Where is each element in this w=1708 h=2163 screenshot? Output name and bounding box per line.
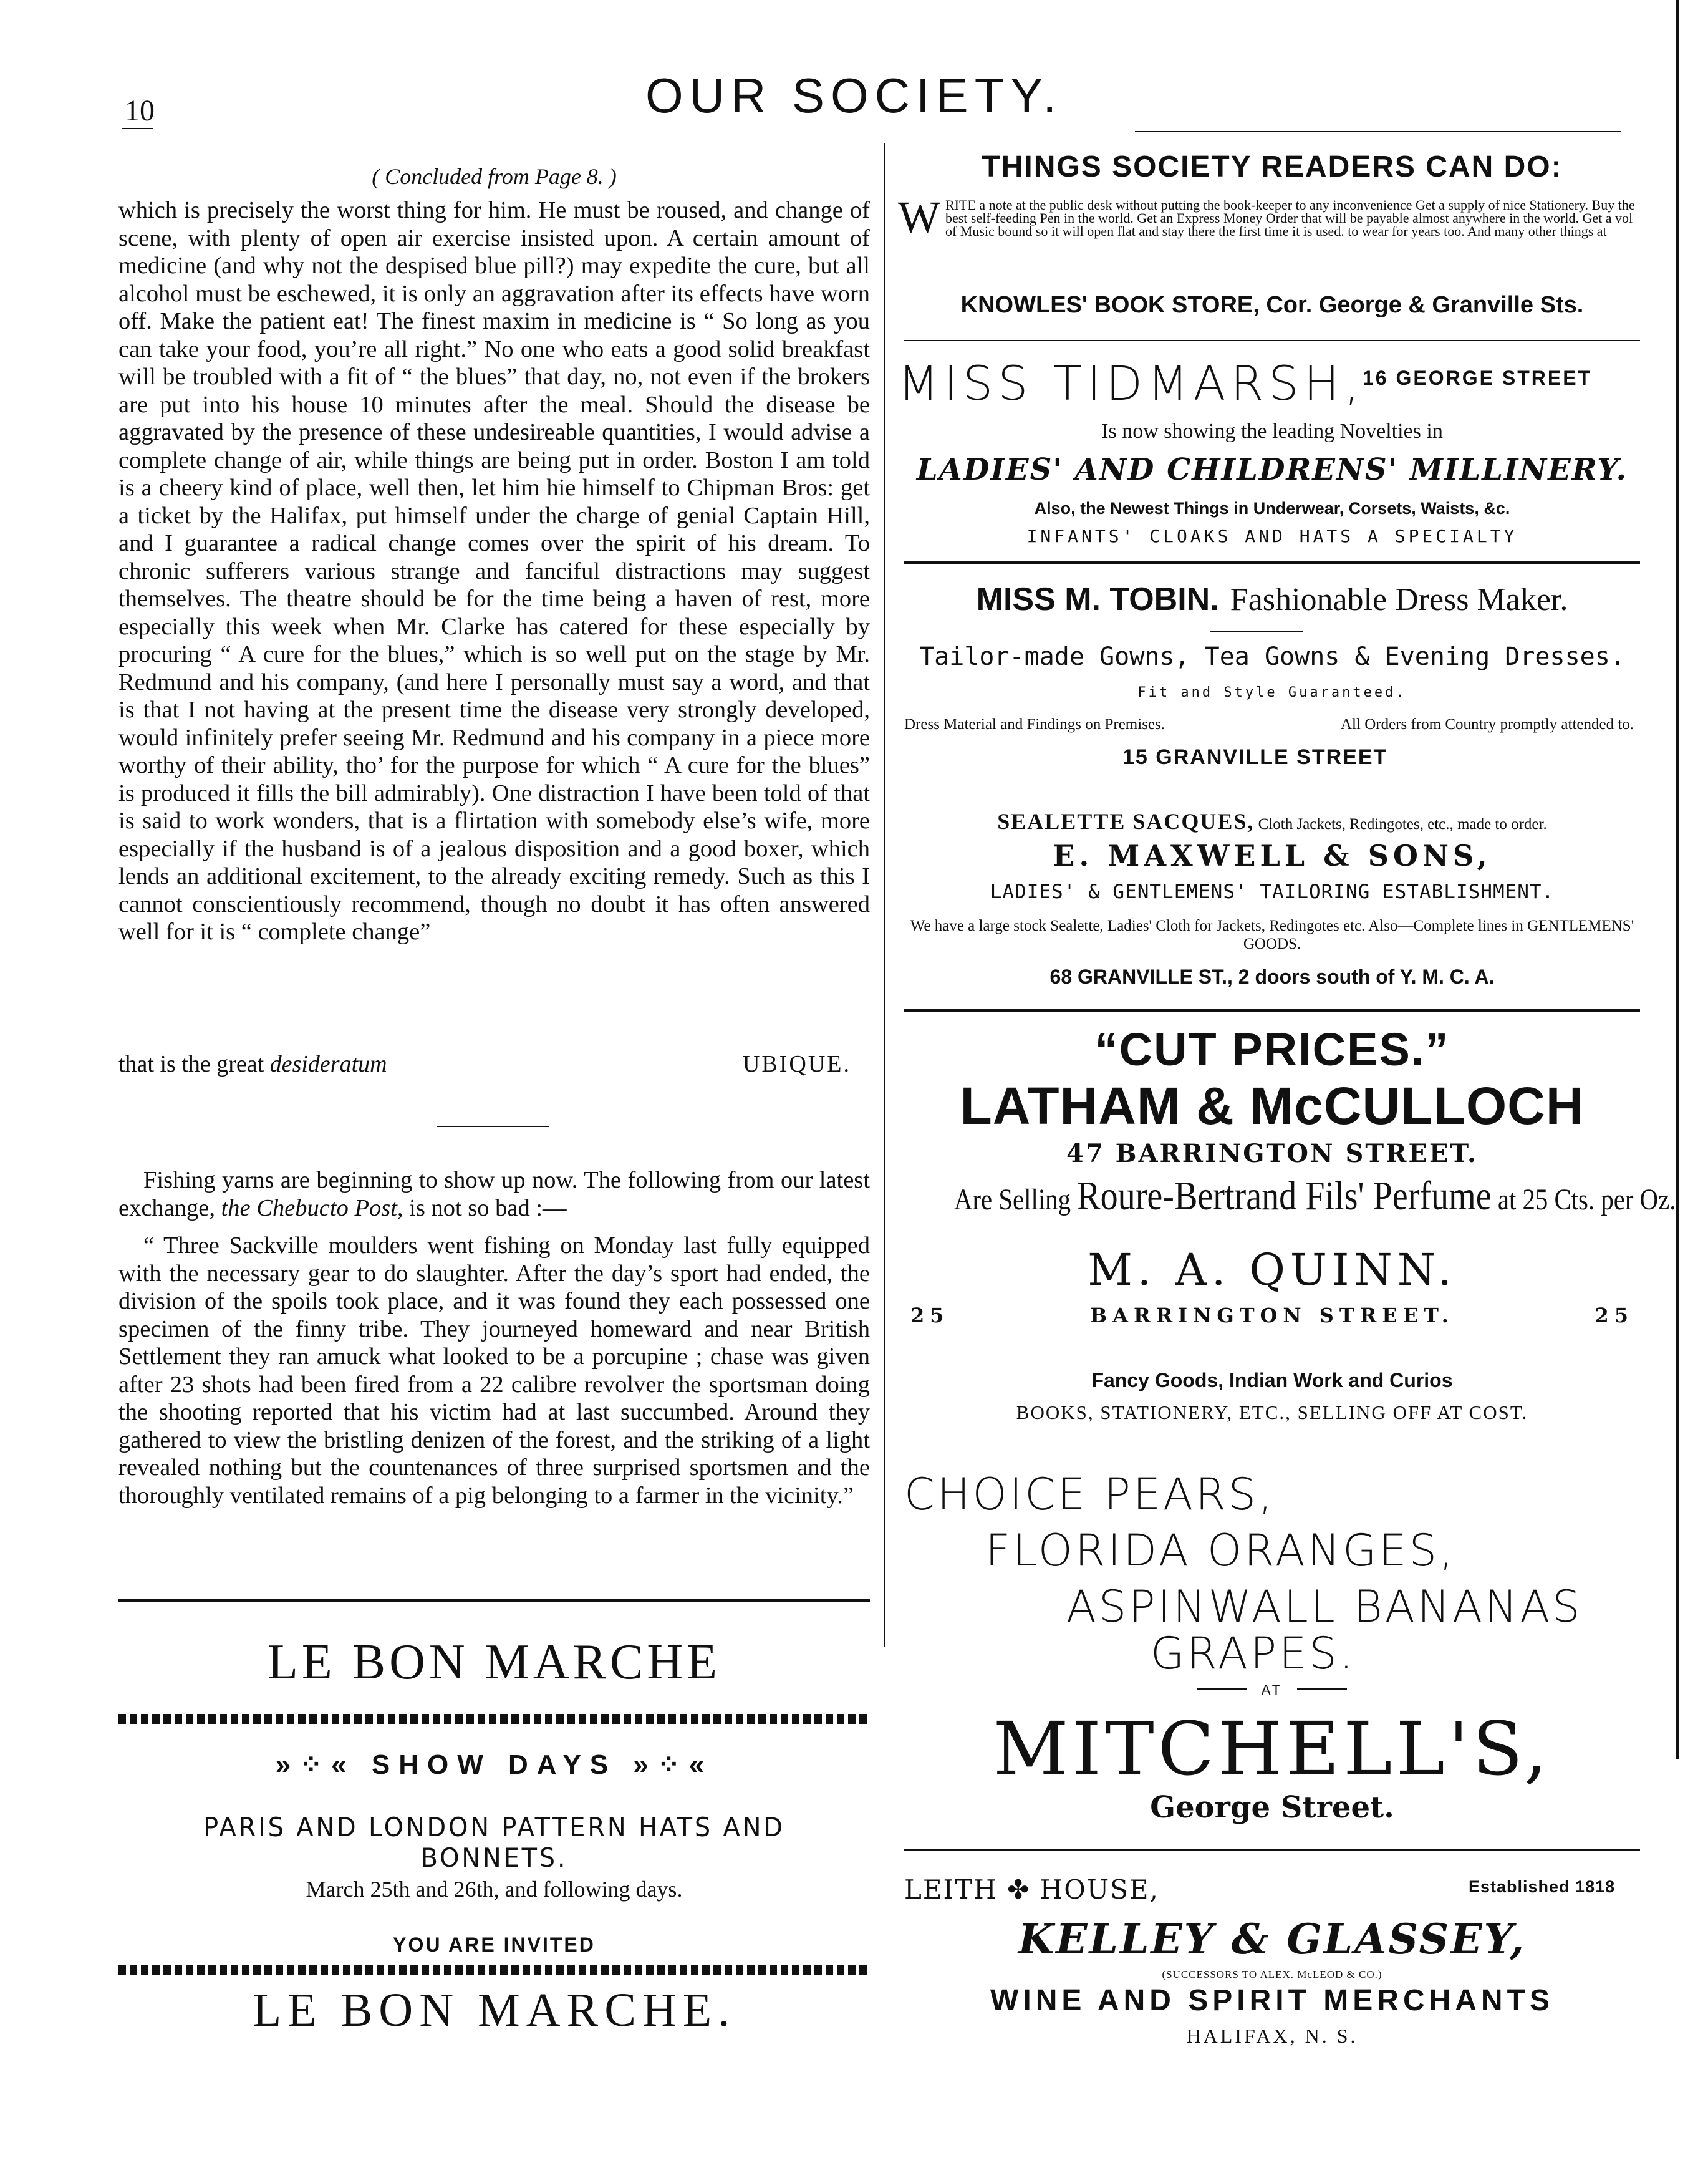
infants-specialty: INFANTS' CLOAKS AND HATS A SPECIALTY: [1026, 526, 1518, 546]
books-line: BOOKS, STATIONERY, ETC., SELLING OFF AT COST.: [1016, 1401, 1528, 1423]
ornamental-border-top: [118, 1714, 870, 1724]
mitchell-address: George Street.: [1150, 1790, 1394, 1825]
things-ad-body: [898, 198, 1646, 281]
leith-house: LEITH ✤ HOUSE,: [904, 1874, 1159, 1905]
halifax-location: HALIFAX, N. S.: [1186, 2025, 1358, 2047]
street-number-left: 25: [910, 1304, 950, 1327]
invitation-line: YOU ARE INVITED: [393, 1933, 596, 1956]
tidmarsh-name: MISS TIDMARSH,: [898, 356, 1364, 411]
at-label: AT: [1261, 1682, 1283, 1698]
tobin-address: 15 GRANVILLE STREET: [1122, 745, 1388, 769]
ornament-right-icon: »⁘«: [633, 1749, 713, 1780]
tobin-name: MISS M. TOBIN.: [976, 581, 1219, 617]
sacques-rest: Cloth Jackets, Redingotes, etc., made to order.: [1258, 816, 1547, 833]
successors-line: (SUCCESSORS TO ALEX. McLEOD & CO.): [1162, 1968, 1382, 1980]
sacques-line: [898, 808, 1646, 835]
maxwell-address: 68 GRANVILLE ST., 2 doors south of Y. M. C. A.: [1049, 965, 1495, 988]
tailoring-line: LADIES' & GENTLEMENS' TAILORING ESTABLISHMENT.: [990, 881, 1555, 903]
maxwell-name: E. MAXWELL & SONS,: [1053, 839, 1492, 873]
dress-material-line: Dress Material and Findings on Premises.: [904, 716, 1165, 733]
article-ubique-closing: [118, 1050, 870, 1079]
ad-separator-heavy: [904, 1009, 1640, 1012]
cut-prices: “CUT PRICES.”: [1094, 1023, 1450, 1075]
latham-address: 47 BARRINGTON STREET.: [1066, 1139, 1478, 1168]
street-number-right: 25: [1595, 1304, 1634, 1327]
fancy-goods: Fancy Goods, Indian Work and Curios: [1091, 1369, 1453, 1391]
bon-marche-title-footer: LE BON MARCHE.: [252, 1984, 736, 2036]
sacques-bold: SEALETTE SACQUES,: [997, 809, 1255, 834]
fruit-grapes: GRAPES.: [1151, 1628, 1356, 1679]
quinn-name: M. A. QUINN.: [1088, 1244, 1457, 1295]
closing-italic: desideratum: [269, 1051, 387, 1077]
quinn-address: [898, 1304, 1646, 1327]
fit-guaranteed: Fit and Style Guaranteed.: [1137, 685, 1407, 700]
masthead-title: OUR SOCIETY.: [645, 68, 1063, 123]
fruit-pears: CHOICE PEARS,: [904, 1469, 1275, 1520]
fishing-intro-b: is not so bad :—: [409, 1194, 567, 1221]
closing-text: that is the great: [118, 1051, 264, 1077]
drop-cap: W: [898, 198, 940, 242]
fruit-oranges: FLORIDA ORANGES,: [985, 1525, 1456, 1576]
fishing-intro: [118, 1166, 870, 1222]
section-rule: [118, 1599, 870, 1602]
at-rule-right: [1297, 1688, 1347, 1690]
column-divider: [884, 143, 885, 1647]
page-edge-line: [1676, 0, 1679, 1759]
maxwell-stock: We have a large stock Sealette, Ladies' Cloth for Jackets, Redingotes etc. Also—Complete lines in GENTLEMENS' GOODS.: [910, 917, 1634, 952]
show-dates: March 25th and 26th, and following days.: [306, 1877, 683, 1902]
established-date: Established 1818: [1469, 1877, 1616, 1896]
tobin-trade: Fashionable Dress Maker.: [1230, 582, 1568, 617]
millinery-line: LADIES' AND CHILDRENS' MILLINERY.: [916, 452, 1628, 487]
underwear-line: Also, the Newest Things in Underwear, Corsets, Waists, &c.: [1034, 499, 1510, 518]
bon-marche-title: LE BON MARCHE: [268, 1635, 721, 1690]
perfume-line: [954, 1173, 1676, 1220]
wine-merchants: WINE AND SPIRIT MERCHANTS: [990, 1984, 1554, 2017]
page-number: 10: [125, 94, 155, 127]
fishing-intro-a: Fishing yarns are beginning to show up now. The following from our latest exchange,: [118, 1167, 870, 1221]
perfume-line-a: Are Selling: [954, 1183, 1071, 1216]
show-days-heading: [118, 1749, 870, 1781]
ornament-left-icon: »⁘«: [275, 1749, 355, 1780]
ad-separator: [904, 561, 1640, 564]
kelley-glassey-name: KELLEY & GLASSEY,: [1018, 1915, 1527, 1963]
country-orders-line: All Orders from Country promptly attended to.: [1341, 716, 1634, 733]
article-separator: [437, 1126, 549, 1127]
fruit-bananas: ASPINWALL BANANAS: [1066, 1581, 1583, 1632]
tidmarsh-address: 16 GEORGE STREET: [1363, 367, 1593, 389]
knowles-store: KNOWLES' BOOK STORE, Cor. George & Granville Sts.: [960, 292, 1584, 318]
things-ad-title: THINGS SOCIETY READERS CAN DO:: [982, 150, 1563, 183]
things-ad-text: RITE a note at the public desk without putting the book-keeper to any inconvenience Get a supply of nice Stationery. Buy the best self-feeding Pen in the world. Get an Express Money Order that will be payable almost anywhere in the world. Get a vol of Music bound so it will open flat and stay there the first time it is used. to wear for years too. And many other things at: [945, 198, 1635, 239]
concluded-note: ( Concluded from Page 8. ): [372, 164, 617, 189]
perfume-name: Roure-Bertrand Fils' Perfume: [1077, 1173, 1492, 1219]
article-signature: UBIQUE.: [742, 1051, 851, 1077]
article-ubique-text: which is precisely the worst thing for him. He must be roused, and change of scene, with plenty of open air exercise insisted upon. A certain amount of medicine (and why not the despised blue pill?) may expedite the cure, but all alcohol must be eschewed, it is only an aggravation after its effects have worn off. Make the patient eat! The finest maxim in medicine is “ So long as you can take your food, you’re all right.” No one who eats a good solid breakfast will be troubled with a fit of “ the blues” that day, no, not even if the brokers are put into his house 10 minutes after the meal. Should the disease be aggravated by the presence of these undesireable quantities, I would advise a complete change of air, while things are being put in order. Boston I am told is a cheery kind of place, well then, let him hie himself to Chipman Bros: get a ticket by the Halifax, put himself under the charge of genial Captain Hill, and I guarantee a radical change comes over the spirit of his dream. To chronic sufferers various strange and fanciful distractions may suggest themselves. The theatre should be for the time being a haven of rest, more especially this week when Mr. Clarke has catered for these especially by procuring “ A cure for the blues,” which is so well put on the stage by Mr. Redmund and his company, (and here I personally must say a word, and that is that I not having at the present time the disease very strongly developed, would infinitely prefer seeing Mr. Redmund and his company in a piece more worthy of their ability, tho’ for the purpose for which “ A cure for the blues” is produced it fills the bill admirably). One distraction I have been told of that is said to work wonders, that is a flirtation with somebody else’s wife, more especially if the husband is of a jealous disposition and a good boxer, which lends an additional excitement, to the already exciting remedy. Such as this I cannot conscientiously recommend, though no doubt it has often answered well for it is “ complete change”: [118, 197, 870, 945]
ad-separator: [904, 340, 1640, 341]
show-days-text: SHOW DAYS: [371, 1749, 617, 1780]
header-rule-right: [1135, 131, 1621, 132]
tobin-heading: [898, 580, 1646, 618]
ornamental-border-bottom: [118, 1965, 870, 1975]
fishing-story: “ Three Sackville moulders went fishing on Monday last fully equipped with the necessary gear to do slaughter. After the day’s sport had ended, the division of the spoils took place, and it was found they each possessed one specimen of the finny tribe. They journeyed homeward and near British Settlement they ran amuck what looked to be a porcupine ; chase was given after 23 shots had been fired from a 22 calibre revolver the sportsman doing the shooting reported that his victim had at last succumbed. Around they gathered to view the bristling denizen of the forest, and the striking of a light revealed nothing but the countenances of three surprised sportsmen and the thoroughly ventilated remains of a pig belonging to a farmer in the vicinity.”: [118, 1232, 870, 1509]
street-name: BARRINGTON STREET.: [1090, 1304, 1454, 1327]
latham-name: LATHAM & McCULLOCH: [960, 1077, 1585, 1135]
ad-separator: [904, 1849, 1640, 1851]
short-rule: [1210, 631, 1303, 632]
page-number-underline: [122, 128, 153, 129]
perfume-price: at 25 Cts. per Oz.: [1497, 1183, 1676, 1216]
fishing-intro-italic: the Chebucto Post,: [221, 1194, 403, 1221]
hats-bonnets-line: PARIS AND LONDON PATTERN HATS AND BONNETS.: [203, 1812, 785, 1873]
mitchell-name: MITCHELL'S,: [993, 1706, 1551, 1792]
novelties-line: Is now showing the leading Novelties in: [1101, 420, 1443, 443]
tailor-made-line: Tailor-made Gowns, Tea Gowns & Evening Dresses.: [919, 642, 1625, 671]
